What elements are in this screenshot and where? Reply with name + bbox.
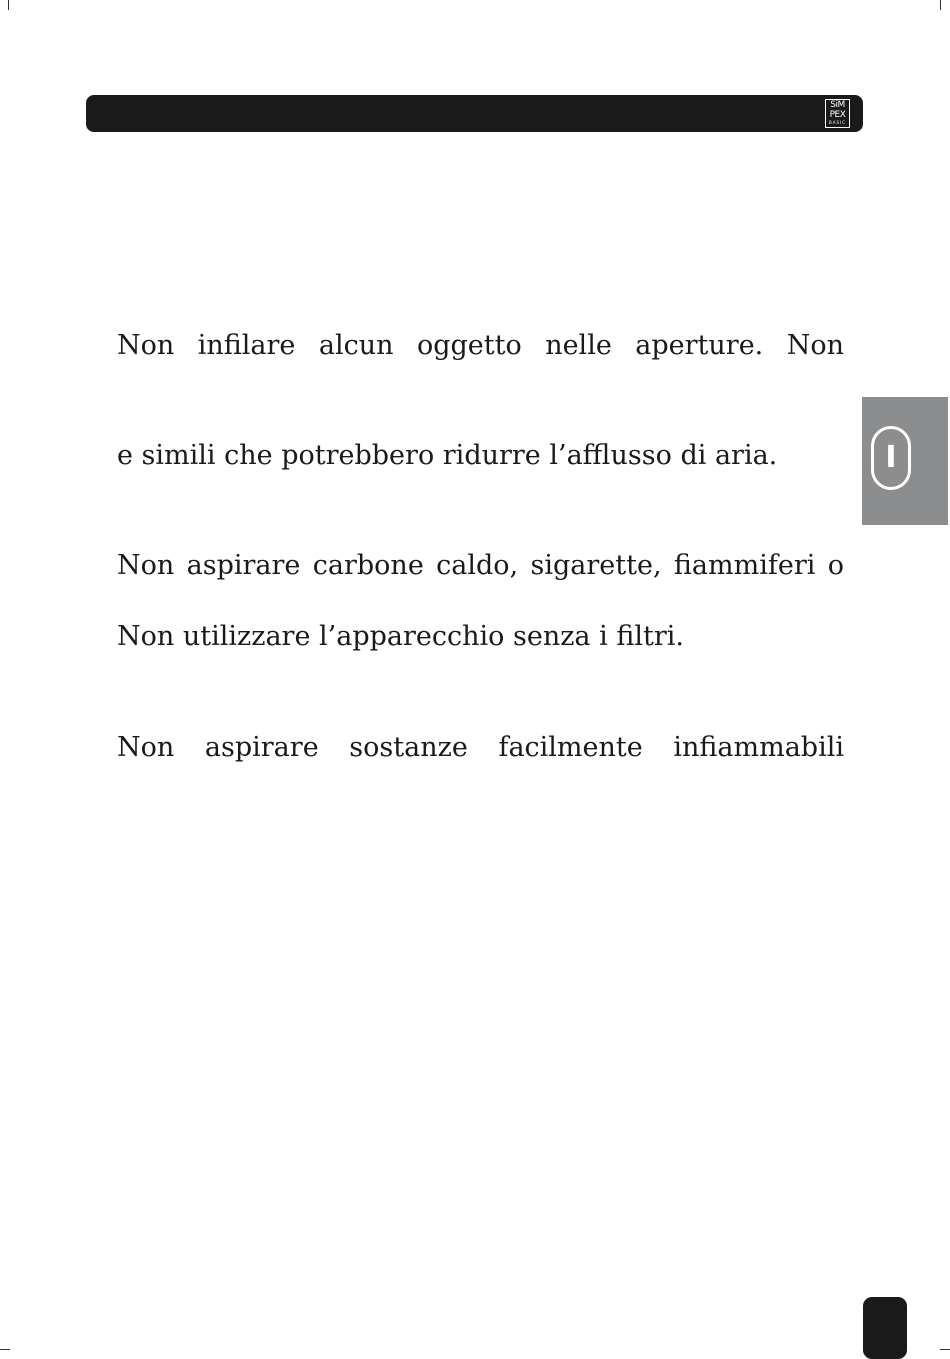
crop-mark-top-right xyxy=(940,0,941,10)
paragraph-4: Non utilizzare l’apparecchio senza i filtri. xyxy=(117,621,684,652)
language-letter: I xyxy=(885,440,897,475)
crop-mark-top-left xyxy=(8,0,9,10)
logo-line-2: PEX xyxy=(829,110,846,120)
language-tab xyxy=(862,397,948,525)
page-number-tab xyxy=(863,1297,907,1359)
paragraph-2: e simili che potrebbero ridurre l’afflusso di aria. xyxy=(117,440,778,471)
logo-line-1: SiM xyxy=(830,100,845,110)
simpex-logo xyxy=(825,99,850,128)
paragraph-5: Non aspirare sostanze facilmente infiammabili xyxy=(117,732,844,763)
header-bar xyxy=(86,95,863,132)
paragraph-3: Non aspirare carbone caldo, sigarette, fiammiferi o xyxy=(117,550,844,581)
logo-line-3: BASIC xyxy=(829,120,846,125)
language-indicator-icon xyxy=(871,426,911,490)
paragraph-1: Non infilare alcun oggetto nelle aperture. Non xyxy=(117,330,844,361)
crop-mark-right-bottom xyxy=(940,1349,950,1350)
crop-mark-left-bottom xyxy=(0,1349,10,1350)
